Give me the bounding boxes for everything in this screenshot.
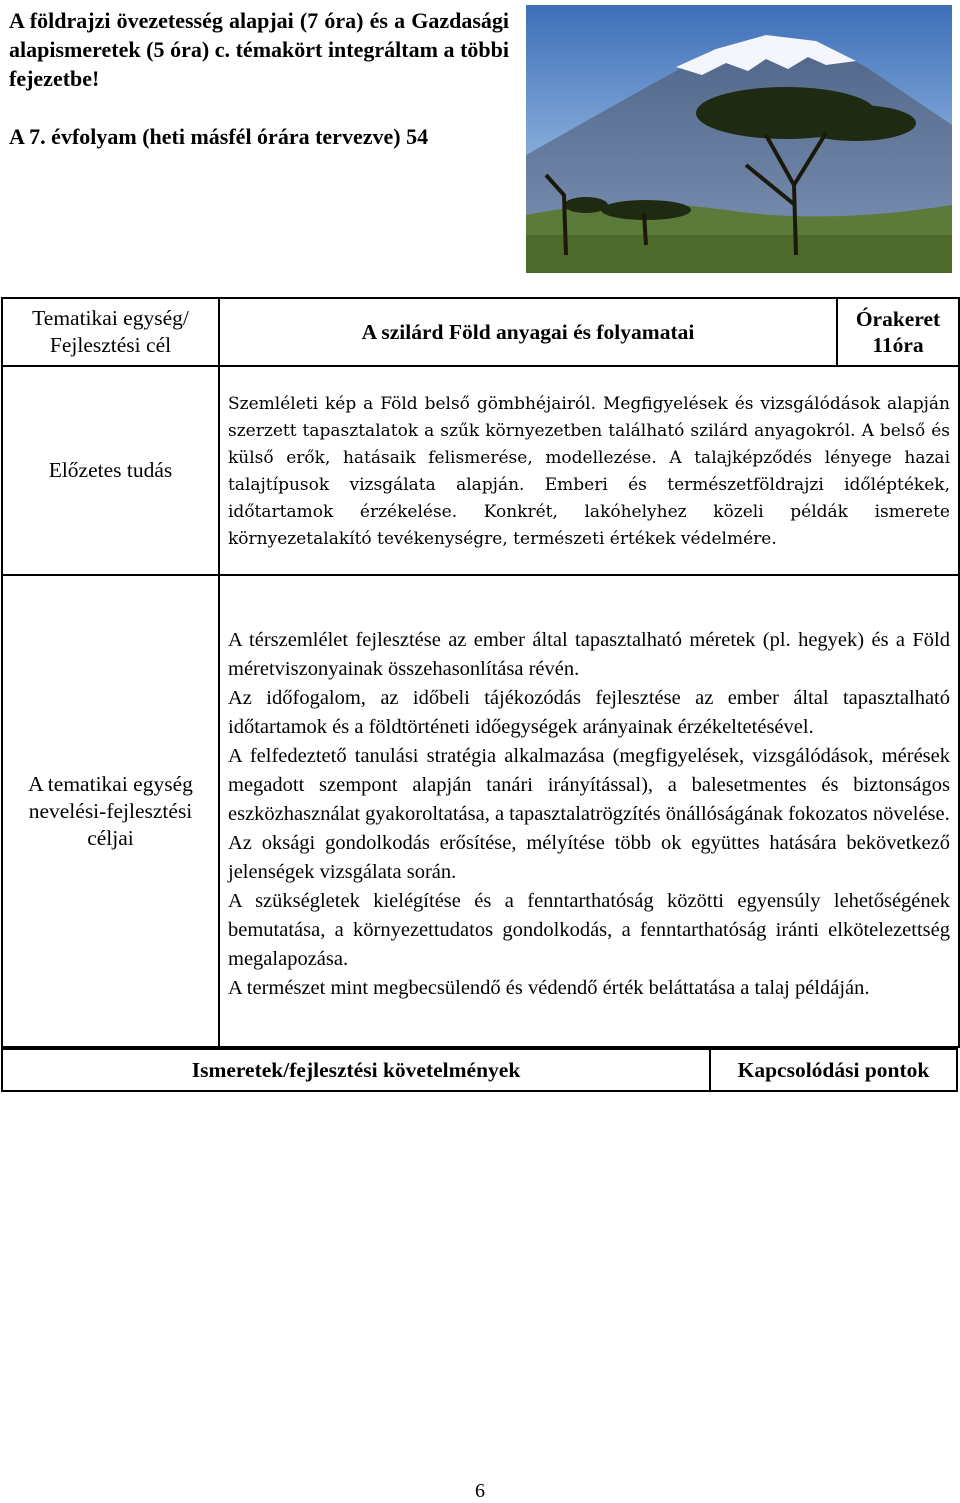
intro-paragraph-2: A 7. évfolyam (heti másfél órára tervezve) 54 [9,124,429,149]
savanna-mountain-photo [526,5,952,273]
page-number: 6 [475,1480,485,1502]
hours-value: 11óra [872,333,924,357]
thematic-unit-label: Tematikai egység/ Fejlesztési cél [2,298,219,366]
table-row-prior-knowledge [2,366,959,575]
prior-knowledge-text: Szemléleti kép a Föld belső gömbhéjairól. Megfigyelések és vizsgálódások alapján szerzett tapasztalatok a szűk környezetben található szilárd anyagokról. A belső és külső erők, hatásaik felismerése, modellezése. A talajképződés lényege hazai talajtípusok vizsgálata alapján. Emberi és természetföldrajzi időléptékek, időtartamok érzékelése. Konkrét, lakóhelyhez közeli példák ismerete környezetalakító tevékenységre, természeti értékek védelmére. [219,366,959,575]
thematic-unit-title: A szilárd Föld anyagai és folyamatai [219,298,837,366]
intro-text [9,6,509,151]
table-header-row [2,298,959,366]
goals-label: A tematikai egység nevelési-fejlesztési céljai [2,575,219,1047]
hours-label: Órakeret [855,307,941,331]
requirements-column-header: Ismeretek/fejlesztési követelmények [2,1049,710,1091]
goals-text [219,575,959,1047]
goal-paragraph: A térszemlélet fejlesztése az ember által tapasztalható méretek (pl. hegyek) és a Föld méretviszonyainak összehasonlítása révén. [228,628,950,680]
goal-paragraph: A szükségletek kielégítése és a fenntarthatóság közötti egyensúly lehetőségének bemutatása, a környezettudatos gondolkodás, a fenntarthatóság iránti elkötelezettség megalapozása. [228,889,950,970]
hours-cell [837,298,959,366]
connections-column-header: Kapcsolódási pontok [710,1049,957,1091]
goal-paragraph: A természet mint megbecsülendő és védendő érték beláttatása a talaj példáján. [228,976,870,999]
goal-paragraph: A felfedeztető tanulási stratégia alkalmazása (megfigyelések, vizsgálódások, mérések megadott szempont alapján tanári irányítással), a balesetmentes és biztonságos eszközhasználat gyakoroltatása, a tapasztalatrögzítés önállóságának fokozatos növelése. [228,744,950,825]
goal-paragraph: Az oksági gondolkodás erősítése, mélyítése több ok együttes hatására bekövetkező jelenségek vizsgálata során. [228,831,950,883]
intro-paragraph-1: A földrajzi övezetesség alapjai (7 óra) és a Gazdasági alapismeretek (5 óra) c. témakört integráltam a többi fejezetbe! [9,8,509,91]
requirements-header-row [2,1049,957,1091]
goal-paragraph: Az időfogalom, az időbeli tájékozódás fejlesztése az ember által tapasztalható időtartamok és a földtörténeti időegységek arányainak érzékeltetésével. [228,686,950,738]
curriculum-table [1,297,960,1048]
prior-knowledge-label: Előzetes tudás [2,366,219,575]
requirements-header-table [1,1048,958,1092]
table-row-goals [2,575,959,1047]
